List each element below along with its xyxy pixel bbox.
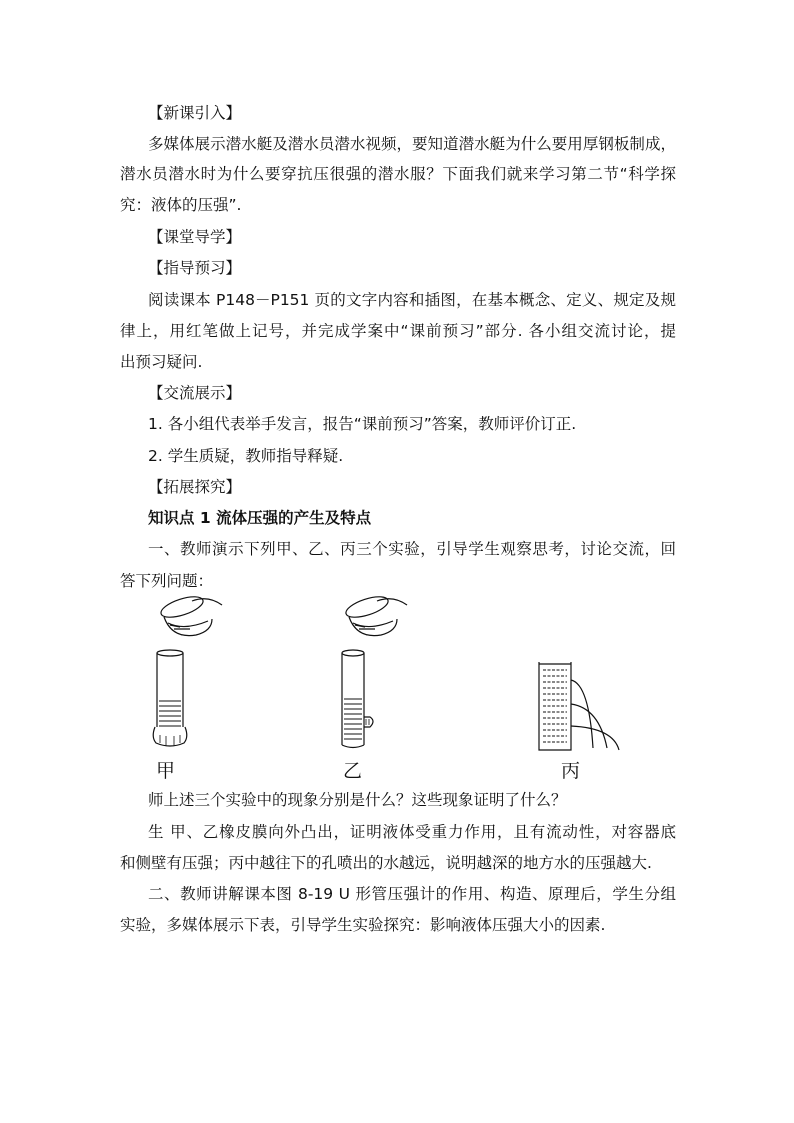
exchange-item-1: 1. 各小组代表举手发言，报告“课前预习”答案，教师评价订正. <box>148 415 577 433</box>
knowledge-point-title: 知识点 1 流体压强的产生及特点 <box>148 509 372 527</box>
part2-line-1: 二、教师讲解课本图 8-19 U 形管压强计的作用、构造、原理后，学生分组 <box>148 885 676 903</box>
intro-line-2: 潜水员潜水时为什么要穿抗压很强的潜水服？下面我们就来学习第二节“科学探 <box>120 165 676 183</box>
new-lesson-heading: 【新课引入】 <box>148 104 242 122</box>
demo-line-2: 答下列问题： <box>120 572 214 590</box>
exchange-heading: 【交流展示】 <box>148 384 242 402</box>
intro-line-1: 多媒体展示潜水艇及潜水员潜水视频，要知道潜水艇为什么要用厚钢板制成， <box>148 135 676 153</box>
demo-line-1: 一、教师演示下列甲、乙、丙三个实验，引导学生观察思考，讨论交流，回 <box>148 540 676 558</box>
student-answer-line-1: 生 甲、乙橡皮膜向外凸出，证明液体受重力作用，且有流动性，对容器底 <box>148 823 676 841</box>
teacher-question: 师上述三个实验中的现象分别是什么？这些现象证明了什么？ <box>148 791 567 809</box>
preview-heading: 【指导预习】 <box>148 259 242 277</box>
explore-heading: 【拓展探究】 <box>148 478 242 496</box>
exchange-item-2: 2. 学生质疑，教师指导释疑. <box>148 447 344 465</box>
preview-line-3: 出预习疑问. <box>120 353 203 371</box>
classroom-heading: 【课堂导学】 <box>148 228 242 246</box>
experiment-yi-illustration <box>335 595 415 755</box>
part2-line-2: 实验，多媒体展示下表，引导学生实验探究：影响液体压强大小的因素. <box>120 916 606 934</box>
figure-label-yi: 乙 <box>343 760 363 782</box>
experiment-bing-illustration <box>535 660 625 755</box>
student-answer-line-2: 和侧壁有压强；丙中越往下的孔喷出的水越远，说明越深的地方水的压强越大. <box>120 854 652 872</box>
preview-line-1: 阅读课本 P148－P151 页的文字内容和插图，在基本概念、定义、规定及规 <box>148 291 676 309</box>
figure-label-jia: 甲 <box>156 760 176 782</box>
intro-line-3: 究：液体的压强”. <box>120 196 242 214</box>
preview-line-2: 律上，用红笔做上记号，并完成学案中“课前预习”部分. 各小组交流讨论，提 <box>120 322 676 340</box>
experiment-jia-illustration <box>150 595 230 755</box>
figure-label-bing: 丙 <box>561 760 581 782</box>
